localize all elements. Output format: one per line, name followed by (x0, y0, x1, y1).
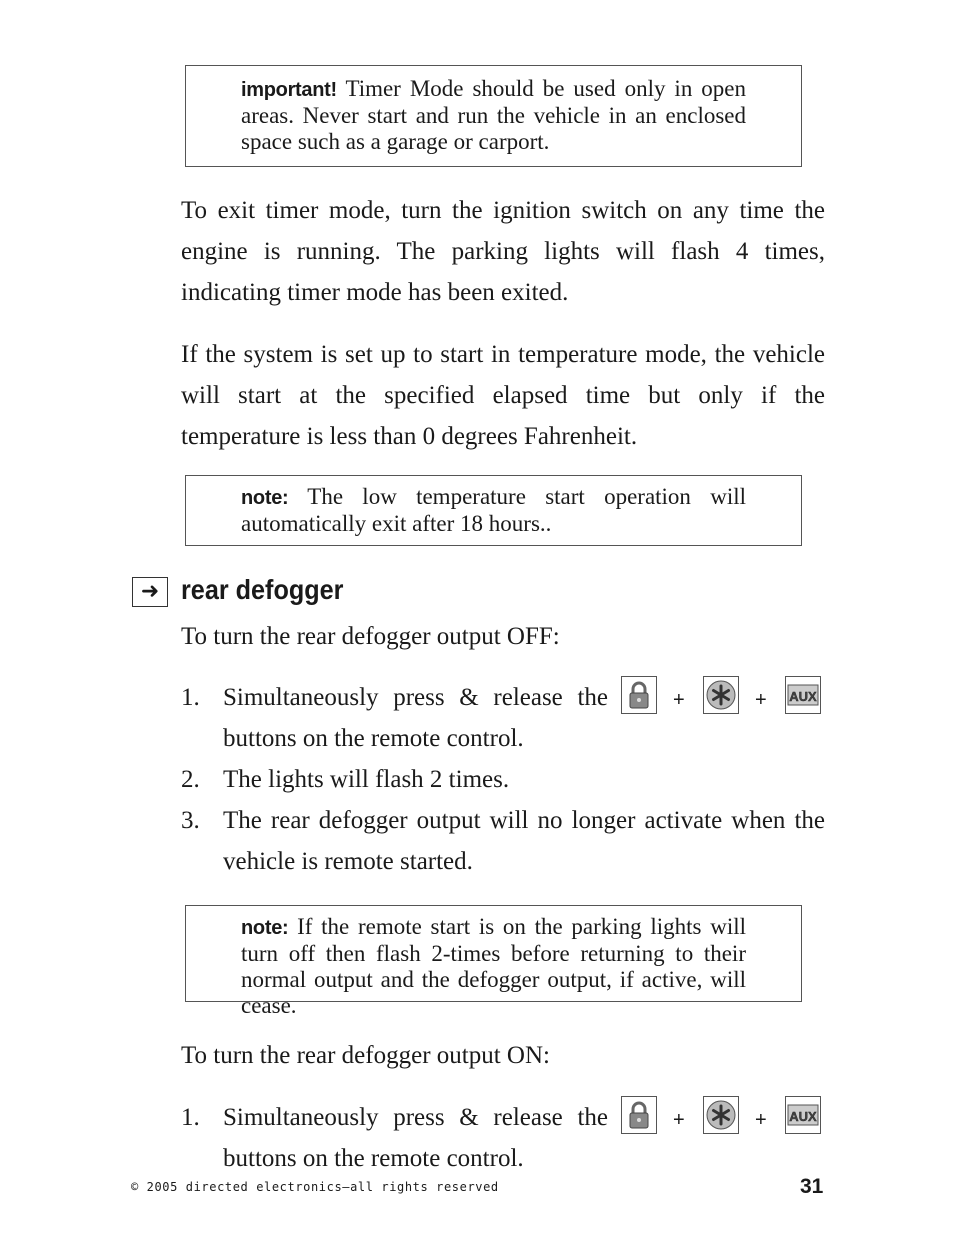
plus-sign: + (755, 689, 767, 711)
aux-button-icon (785, 676, 821, 714)
star-button-icon (703, 1096, 739, 1134)
star-button-icon (703, 676, 739, 714)
temperature-paragraph: If the system is set up to start in temperature mode, the vehicle will start at the specified elapsed time but only if the temperature is less than 0 degrees Fahrenheit. (181, 341, 825, 450)
section-title: rear defogger (181, 574, 344, 605)
plus-sign: + (673, 689, 685, 711)
important-box (185, 65, 802, 167)
note-box-parking-lights (185, 905, 802, 1018)
note-label: note: (241, 917, 289, 939)
lock-button-icon (621, 1096, 657, 1134)
aux-label: AUX (789, 1109, 817, 1124)
plus-sign: + (673, 1109, 685, 1131)
important-text: Timer Mode should be used only in open areas. Never start and run the vehicle in an enclosed space such as a garage or carport. (241, 76, 746, 154)
off-step-3 (181, 800, 825, 882)
aux-label: AUX (789, 689, 817, 704)
step-text-continued: buttons on the remote control. (223, 1145, 524, 1172)
step-number: 3. (181, 807, 200, 834)
step-number: 2. (181, 766, 200, 793)
lock-button-icon (621, 676, 657, 714)
exit-timer-paragraph: To exit timer mode, turn the ignition switch on any time the engine is running. The parking lights will flash 4 times, indicating timer mode has been exited. (181, 197, 825, 306)
arrow-icon: ➜ (132, 577, 168, 607)
important-label: important! (241, 79, 337, 101)
note-text: If the remote start is on the parking lights will turn off then flash 2-times before returning to their normal output and the defogger output, if active, will cease. (241, 914, 746, 1018)
step-text: Simultaneously press & release the (223, 684, 608, 711)
copyright-footer: © 2005 directed electronics—all rights reserved (131, 1180, 499, 1194)
off-intro: To turn the rear defogger output OFF: (181, 623, 560, 650)
page-number: 31 (800, 1175, 824, 1198)
step-number: 1. (181, 1104, 200, 1131)
on-intro: To turn the rear defogger output ON: (181, 1042, 550, 1069)
aux-button-icon (785, 1096, 821, 1134)
step-text: The lights will flash 2 times. (223, 766, 510, 793)
step-number: 1. (181, 684, 200, 711)
note-label: note: (241, 487, 289, 509)
off-step-2 (181, 759, 825, 800)
step-text: Simultaneously press & release the (223, 1104, 608, 1131)
step-text: The rear defogger output will no longer activate when the vehicle is remote started. (223, 807, 825, 875)
plus-sign: + (755, 1109, 767, 1131)
step-text-continued: buttons on the remote control. (223, 725, 524, 752)
note-box-low-temp (185, 475, 802, 546)
note-text: The low temperature start operation will automatically exit after 18 hours.. (241, 484, 746, 536)
